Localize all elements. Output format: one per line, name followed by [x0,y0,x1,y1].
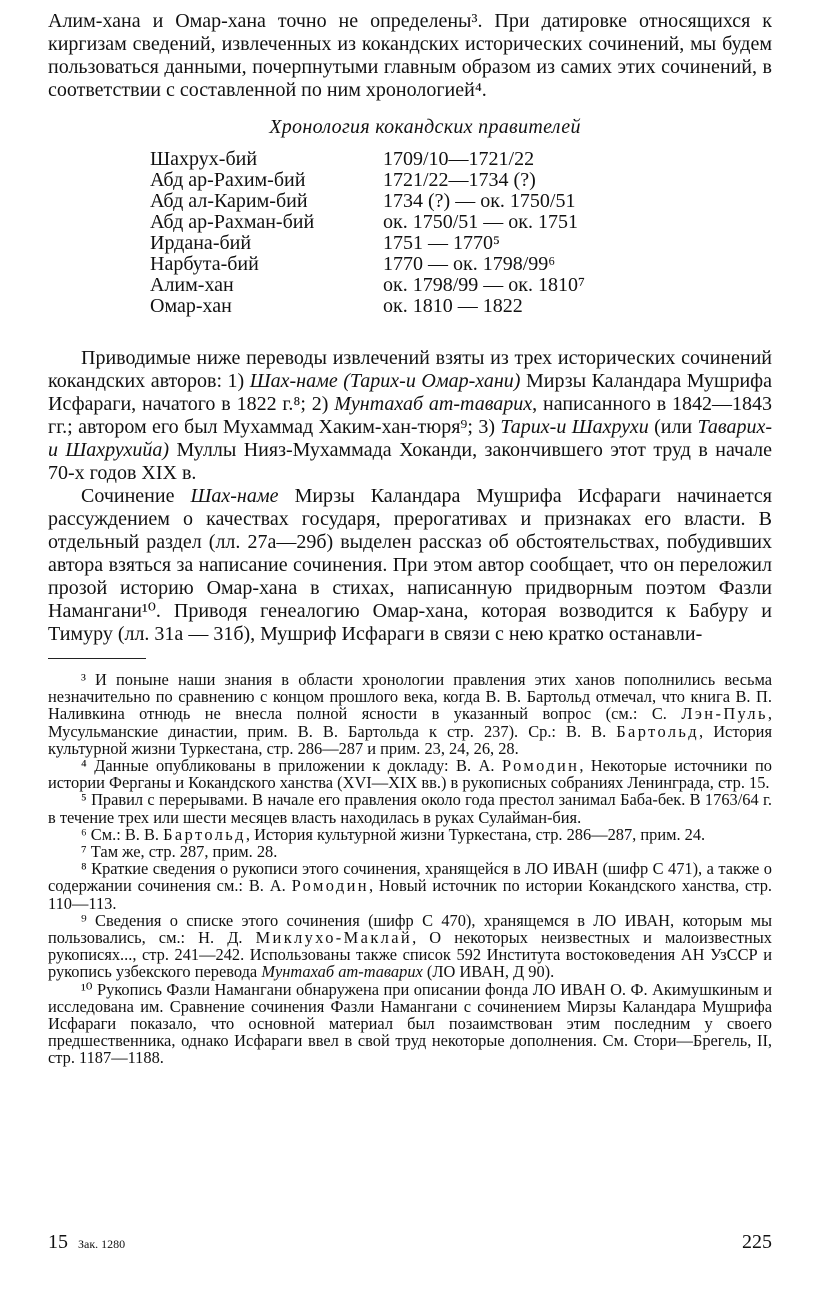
ruler-row [150,212,585,233]
footnote-9: ⁹ Сведения о списке этого сочинения (шифр С 470), хранящемся в ЛО ИВАН, которым мы пользовались, см.: Н. Д. Миклухо-Маклай, О некоторых неизвестных и малоизвестных рукописях..., стр. 241—242. Использованы также список 592 Института востоковедения АН УзССР и рукопись узбекского перевода Мунтахаб ат-таварих (ЛО ИВАН, Д 90). [48,910,772,982]
chronology-table [150,149,585,317]
ruler-name: Ирдана-бий [150,232,252,254]
ruler-row [150,149,585,170]
footnote-7: ⁷ Там же, стр. 287, прим. 28. [81,842,278,862]
paragraph-shah-name: Сочинение Шах-наме Мирзы Каландара Мушрифа Исфараги начинается рассуждением о качествах государя, прерогативах и признаках его власти. В отдельный раздел (лл. 27а—29б) выделен рассказ об обстоятельствах, побудивших автора взяться за написание сочинения. При этом автор сообщает, что он переложил прозой историю Омар-хана в стихах, написанную придворным поэтом Фазли Намангани¹⁰. Приводя генеалогию Омар-хана, которая возводится к Бабуру и Тимуру (лл. 31а — 31б), Мушриф Исфараги в связи с нею кратко останавли- [48,485,773,645]
chronology-title: Хронология кокандских правителей [269,116,581,138]
footnote-10: ¹⁰ Рукопись Фазли Намангани обнаружена при описании фонда ЛО ИВАН О. Ф. Акимушкиным и исследована им. Сравнение сочинения Фазли Намангани с сочинением Мирзы Каландара Мушрифа Исфараги показало, что основной материал был позаимствован этим последним у своего предшественника, однако Исфараги ввел в свой труд некоторые дополнения. См. Стори—Брегель, II, стр. 1187—1188. [48,979,772,1068]
ruler-name: Омар-хан [150,295,232,317]
ruler-dates: 1734 (?) — ок. 1750/51 [383,190,576,212]
ruler-dates: 1709/10—1721/22 [383,148,535,170]
ruler-row [150,275,585,296]
footnote-6: ⁶ См.: В. В. Бартольд, История культурной жизни Туркестана, стр. 286—287, прим. 24. [81,824,706,844]
ruler-name: Нарбута-бий [150,253,259,275]
footnote-5: ⁵ Правил с перерывами. В начале его правления около года престол занимал Баба-бек. В 1763/64 г. в течение трех или шести месяцев власть находилась в руках Сулайман-бия. [48,790,772,827]
footnote-3: ³ И поныне наши знания в области хронологии правления этих ханов пополнились весьма незначительно по сравнению с концом прошлого века, когда В. В. Бартольд отмечал, что книга В. П. Наливкина отнюдь не внесла полной ясности в указанный вопрос (см.: С. Лэн-Пуль, Мусульманские династии, прим. В. В. Бартольда к стр. 237). Ср.: В. В. Бартольд, История культурной жизни Туркестана, стр. 286—287 и прим. 23, 24, 26, 28. [48,670,772,758]
ruler-row [150,170,585,191]
ruler-name: Абд ар-Рахман-бий [150,211,315,233]
footnote-8: ⁸ Краткие сведения о рукописи этого сочинения, хранящейся в ЛО ИВАН (шифр С 471), а также о содержании сочинения см.: В. А. Ромодин, Новый источник по истории Кокандского ханства, стр. 110—113. [48,859,772,913]
footnote-4: ⁴ Данные опубликованы в приложении к докладу: В. А. Ромодин, Некоторые источники по истории Ферганы и Кокандского ханства (XVI—XIX вв.) в рукописных собраниях Ленинграда, стр. 15. [48,756,772,793]
paragraph-intro: Алим-хана и Омар-хана точно не определены³. При датировке относящихся к киргизам сведений, извлеченных из кокандских исторических сочинений, мы будем пользоваться данными, почерпнутыми главным образом из самих этих сочинений, в соответствии с составленной по ним хронологией⁴. [48,10,772,101]
main-text [48,10,772,646]
ruler-name: Алим-хан [150,274,234,296]
page-number: 225 [742,1231,772,1253]
printer-signature: 15 Зак. 1280 [48,1231,126,1253]
ruler-dates: 1770 — ок. 1798/99⁶ [383,253,556,275]
ruler-dates: 1721/22—1734 (?) [383,169,536,191]
page [48,10,772,1067]
ruler-row [150,254,585,275]
ruler-row [150,296,585,317]
ruler-row [150,191,585,212]
ruler-name: Шахрух-бий [150,148,258,170]
ruler-name: Абд ал-Карим-бий [150,190,308,212]
paragraph-sources: Приводимые ниже переводы извлечений взяты из трех исторических сочинений кокандских авторов: 1) Шах-наме (Тарих-и Омар-хани) Мирзы Каландара Мушрифа Исфараги, начатого в 1822 г.⁸; 2) Мунтахаб ат-таварих, написанного в 1842—1843 гг.; автором его был Мухаммад Хаким-хан-тюря⁹; 3) Тарих-и Шахрухи (или Таварих-и Шахрухийа) Муллы Нияз-Мухаммада Хоканди, закончившего этот труд в начале 70-х годов XIX в. [48,347,773,484]
ruler-dates: ок. 1798/99 — ок. 1810⁷ [383,274,585,296]
ruler-dates: ок. 1750/51 — ок. 1751 [383,211,578,233]
footnotes [48,671,772,1067]
ruler-row [150,233,585,254]
ruler-dates: 1751 — 1770⁵ [383,232,500,254]
ruler-dates: ок. 1810 — 1822 [383,295,523,317]
ruler-name: Абд ар-Рахим-бий [150,169,306,191]
footnote-divider [48,658,146,659]
